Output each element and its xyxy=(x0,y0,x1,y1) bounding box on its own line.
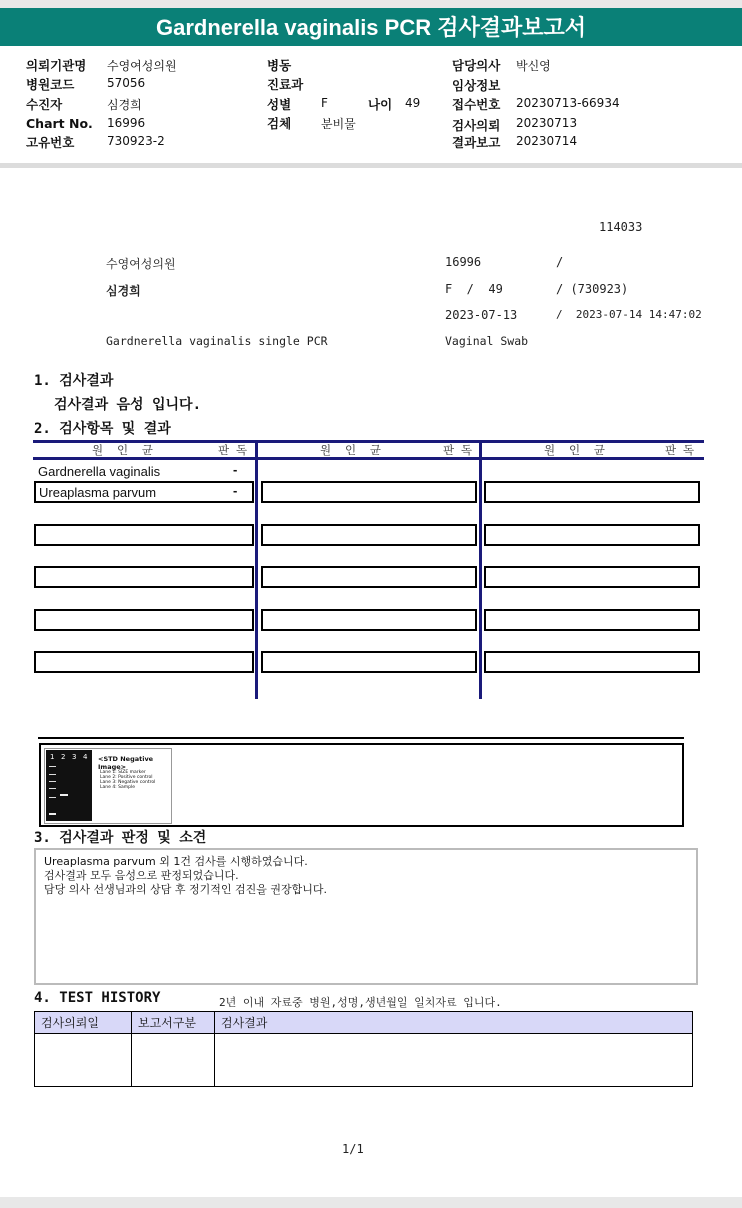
report-slash: / xyxy=(556,255,564,269)
top-strip xyxy=(0,0,742,8)
header-result-col2: 판 독 xyxy=(443,443,473,457)
section4-heading: 4. TEST HISTORY xyxy=(34,990,161,1006)
history-note: 2년 이내 자료중 병원,성명,생년월일 일치자료 입니다. xyxy=(219,996,502,1009)
column-divider-1 xyxy=(255,440,258,699)
result-name-ureaplasma: Ureaplasma parvum xyxy=(39,485,157,500)
table-row xyxy=(484,609,700,631)
report-title: Gardnerella vaginalis PCR 검사결과보고서 xyxy=(0,8,742,46)
result-value-gardnerella: - xyxy=(233,462,238,477)
value-age: 49 xyxy=(405,96,421,110)
table-row xyxy=(484,481,700,503)
label-chart-no: Chart No. xyxy=(26,116,93,131)
value-specimen: 분비물 xyxy=(321,117,356,131)
value-hospital-code: 57056 xyxy=(107,76,146,90)
label-ward: 병동 xyxy=(267,58,292,73)
table-row xyxy=(261,566,477,588)
label-patient: 수진자 xyxy=(26,97,63,112)
label-department: 진료과 xyxy=(267,77,304,92)
report-chart: 16996 xyxy=(445,255,482,269)
table-row xyxy=(484,566,700,588)
remark-line: 담당 의사 선생님과의 상담 후 정기적인 검진을 권장합니다. xyxy=(44,883,327,896)
label-age: 나이 xyxy=(368,97,393,112)
remarks-box xyxy=(34,848,698,985)
label-requesting-institution: 의뢰기관명 xyxy=(26,58,87,73)
result-name-gardnerella: Gardnerella vaginalis xyxy=(38,464,161,479)
table-row xyxy=(484,651,700,673)
history-cell xyxy=(215,1034,693,1087)
value-chart-no: 16996 xyxy=(107,116,146,130)
header-result-col3: 판 독 xyxy=(665,443,695,457)
label-doctor: 담당의사 xyxy=(452,58,501,73)
gel-band xyxy=(49,774,56,775)
table-row xyxy=(261,651,477,673)
label-unique-no: 고유번호 xyxy=(26,135,75,150)
table-row xyxy=(484,524,700,546)
report-patient-name: 심경희 xyxy=(106,284,141,298)
label-clinical-info: 임상정보 xyxy=(452,78,501,93)
header-separator xyxy=(0,163,742,168)
report-test-name: Gardnerella vaginalis single PCR xyxy=(106,334,328,348)
lane-label-3: 3 xyxy=(72,753,77,761)
gel-legend-4: Lane 4: Sample xyxy=(100,785,135,790)
value-request-date: 20230713 xyxy=(516,116,578,130)
table-row xyxy=(34,609,254,631)
remark-line: 검사결과 모두 음성으로 판정되었습니다. xyxy=(44,869,239,882)
report-code: 114033 xyxy=(599,220,643,234)
section2-heading: 2. 검사항목 및 결과 xyxy=(34,421,171,437)
gel-lanes xyxy=(46,750,92,821)
gel-band xyxy=(49,788,56,789)
report-sex-age: F / 49 xyxy=(445,282,503,296)
gel-legend-3: Lane 3: Negative control xyxy=(100,780,156,785)
table-row xyxy=(261,524,477,546)
table-row xyxy=(34,566,254,588)
header-pathogen-col3: 원 인 균 xyxy=(544,443,606,457)
value-unique-no: 730923-2 xyxy=(107,134,165,148)
label-hospital-code: 병원코드 xyxy=(26,77,75,92)
report-request-date: 2023-07-13 xyxy=(445,308,518,322)
section1-result-text: 검사결과 음성 입니다. xyxy=(54,397,202,413)
label-receipt-no: 접수번호 xyxy=(452,97,501,112)
label-report-date: 결과보고 xyxy=(452,135,501,150)
page-number: 1/1 xyxy=(342,1142,364,1156)
bottom-strip xyxy=(0,1197,742,1208)
header-result-col1: 판 독 xyxy=(218,443,248,457)
history-cell xyxy=(132,1034,215,1087)
gel-band xyxy=(49,766,56,767)
gel-band xyxy=(49,781,56,782)
section3-heading: 3. 검사결과 판정 및 소견 xyxy=(34,830,207,846)
header-pathogen-col1: 원 인 균 xyxy=(92,443,154,457)
value-sex: F xyxy=(321,96,328,110)
column-divider-2 xyxy=(479,440,482,699)
gel-band xyxy=(60,794,68,796)
section1-heading: 1. 검사결과 xyxy=(34,373,114,389)
report-hospital: 수영여성의원 xyxy=(106,257,176,271)
value-requesting-institution: 수영여성의원 xyxy=(107,59,177,73)
history-col-request-date: 검사의뢰일 xyxy=(35,1012,132,1034)
table-row xyxy=(261,481,477,503)
report-datetime: / 2023-07-14 14:47:02 xyxy=(556,308,702,321)
result-value-ureaplasma: - xyxy=(233,483,238,498)
table-row xyxy=(34,651,254,673)
gel-top-rule xyxy=(38,737,684,739)
value-report-date: 20230714 xyxy=(516,134,578,148)
lane-label-4: 4 xyxy=(83,753,88,761)
history-table xyxy=(34,1011,693,1087)
gel-legend-2: Lane 2: Positive control xyxy=(100,775,153,780)
header-pathogen-col2: 원 인 균 xyxy=(320,443,382,457)
history-cell xyxy=(35,1034,132,1087)
history-col-result: 검사결과 xyxy=(215,1012,693,1034)
value-receipt-no: 20230713-66934 xyxy=(516,96,620,110)
gel-band xyxy=(49,813,56,815)
value-doctor: 박신영 xyxy=(516,59,551,73)
remark-line: Ureaplasma parvum 외 1건 검사를 시행하였습니다. xyxy=(44,855,308,868)
lane-label-1: 1 xyxy=(50,753,55,761)
table-row xyxy=(261,609,477,631)
gel-legend-1: Lane 1: SIZE marker xyxy=(100,770,146,775)
label-sex: 성별 xyxy=(267,97,292,112)
lane-label-2: 2 xyxy=(61,753,66,761)
gel-image xyxy=(44,748,172,824)
report-id-paren: / (730923) xyxy=(556,282,629,296)
gel-title: <STD Negative Image> xyxy=(98,755,154,771)
label-request-date: 검사의뢰 xyxy=(452,118,501,133)
label-specimen: 검체 xyxy=(267,116,292,131)
report-specimen: Vaginal Swab xyxy=(445,334,529,348)
table-row xyxy=(34,524,254,546)
gel-band xyxy=(49,797,56,798)
value-patient: 심경희 xyxy=(107,98,142,112)
history-col-report-type: 보고서구분 xyxy=(132,1012,215,1034)
